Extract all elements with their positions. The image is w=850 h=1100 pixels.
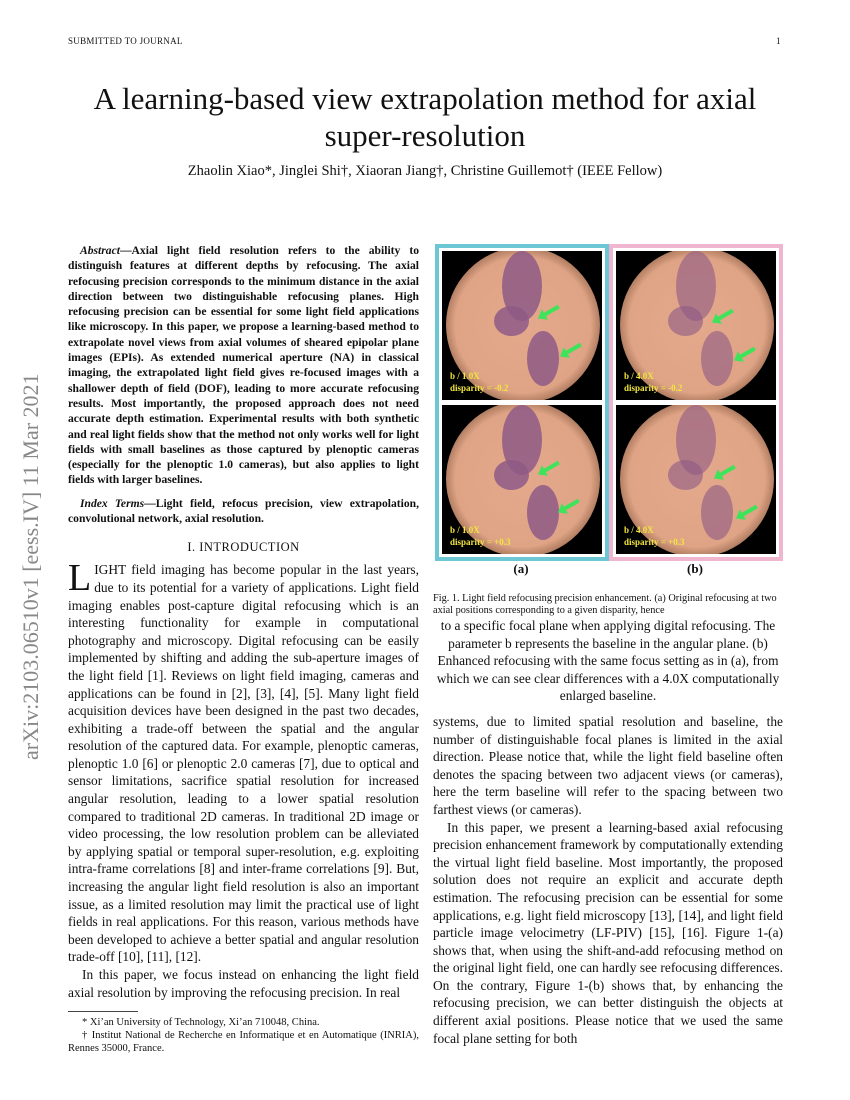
abstract-text: —Axial light field resolution refers to the ability to distinguish features at different depths by refocusing. The axial refocusing precision corresponds to the minimum distance in the axial direction between two distinguishable refocusing planes. High refocusing precision can be essential for some light field applications like microscopy. In this paper, we propose a learning-based method to extrapolate novel views from axial volumes of sheared epipolar plane images (EPIs). As extended numerical aperture (NA) in classical imaging, the extrapolated light field gives re-focused images with a shallower depth of field (DOF), leading to more accurate refocusing results. Most importantly, the proposed approach does not need accurate depth estimation. Experimental results with both synthetic and real light fields show that the method not only works well for light fields with small baselines as those captured by plenoptic cameras (especially for the plenoptic 1.0 cameras), but also applies to light fields with larger baselines. <box>68 244 419 487</box>
disparity-label: disparity = -0.2 <box>624 383 683 393</box>
abstract-label: Abstract <box>80 244 120 257</box>
footnotes <box>68 1016 419 1055</box>
right-paragraph-1: systems, due to limited spatial resolution and baseline, the number of distinguishable focal planes is limited in the axial direction. Please notice that, while the light field baseline often denotes the spacing between two adjacent views (or cameras), here the term baseline will refer to the spacing between two farthest views (or cameras). <box>433 713 783 817</box>
baseline-label: b / 1.0X <box>450 371 480 381</box>
abstract <box>68 243 419 526</box>
intro-paragraph-1: IGHT field imaging has become popular in the last years, due to its potential for a variety of applications. Light field imaging enables post-capture digital refocusing which is an interesting functionality for example in computational photography and microscopy. Digital refocusing can be easily implemented by shifting and adding the sub-aperture images of the light field [1]. Reviews on light field imaging, cameras and applications can be found in [2], [3], [4], [5]. Many light field acquisition devices have been designed in the past two decades, exhibiting a trade-off between the spatial and the angular resolution of the captured data. For example, plenoptic cameras, plenoptic 1.0 [6] or plenoptic 2.0 cameras [7], due to optical and sensor limitations, sacrifice spatial resolution for increased angular resolution, leading to a lower spatial resolution compared to traditional 2D cameras. In traditional 2D image or video processing, the low resolution problem can be alleviated by applying spatial or temporal super-resolution, e.g. exploiting intra-frame correlations [8] and inter-frame correlations [9]. But, increasing the angular light field resolution is also an important issue, as a limited resolution may limit the practical use of light fields in real applications. For this reason, various methods have been developed to achieve a better spatial and angular resolution trade-off [10], [11], [12]. <box>68 562 419 965</box>
footnote-rule <box>68 1011 138 1012</box>
figure-panel-a <box>435 244 609 561</box>
section-heading: I. INTRODUCTION <box>187 540 300 555</box>
disparity-label: disparity = +0.3 <box>624 537 685 547</box>
paper-title: A learning-based view extrapolation method for axial super-resolution <box>93 81 757 153</box>
right-paragraph-2: In this paper, we present a learning-based axial refocusing precision enhancement framework by computationally extending the virtual light field baseline. Most importantly, the proposed solution does not require an explicit and accurate depth estimation. The refocusing precision can be essential for some applications, e.g. light field microscopy [13], [14], and light field particle image velocimetry (LF-PIV) [15], [16]. Figure 1-(a) shows that, when using the shift-and-add refocusing method on the original light field, one can hardly see refocusing differences. On the contrary, Figure 1-(b) shows that, by enhancing the refocusing precision, we can better distinguish the objects at different axial positions. Please notice that we used the same focal plane setting for both <box>433 819 783 1046</box>
running-header: SUBMITTED TO JOURNAL <box>68 36 183 46</box>
microscopy-image <box>616 405 776 554</box>
subfigure-label-b: (b) <box>687 561 703 576</box>
microscopy-image <box>616 251 776 400</box>
arxiv-identifier: arXiv:2103.06510v1 [eess.IV] 11 Mar 2021 <box>18 373 43 760</box>
microscopy-image <box>442 251 602 400</box>
baseline-label: b / 1.0X <box>450 525 480 535</box>
subfigure-label-a: (a) <box>513 561 529 576</box>
figure-panel-b <box>609 244 783 561</box>
figure-caption-continued: to a specific focal plane when applying digital refocusing. The parameter b represents the baseline in the angular plane. (b) Enhanced refocusing with the same focus setting as in (a), from which we can see clear differences with a 4.0X computationally enlarged baseline. <box>436 618 780 704</box>
authors: Zhaolin Xiao*, Jinglei Shi†, Xiaoran Jiang†, Christine Guillemot† (IEEE Fellow) <box>187 163 663 179</box>
right-column <box>433 244 785 1047</box>
page-number: 1 <box>776 36 781 46</box>
disparity-label: disparity = -0.2 <box>450 383 509 393</box>
drop-cap: L <box>68 557 92 600</box>
intro-text <box>68 557 419 1001</box>
disparity-label: disparity = +0.3 <box>450 537 511 547</box>
figure <box>433 244 783 561</box>
index-terms-text: —Light field, refocus precision, view extrapolation, convolutional network, axial resolution. <box>68 496 419 526</box>
footnote: * Xi’an University of Technology, Xi’an 710048, China. <box>82 1017 320 1029</box>
baseline-label: b / 4.0X <box>624 371 654 381</box>
right-column-text <box>433 713 783 1047</box>
left-column <box>68 243 419 1055</box>
intro-paragraph-2: In this paper, we focus instead on enhancing the light field axial resolution by improving the refocusing precision. In real <box>68 967 419 1000</box>
baseline-label: b / 4.0X <box>624 525 654 535</box>
subfigure-labels <box>433 561 783 579</box>
footnote: † Institut National de Recherche en Informatique et en Automatique (INRIA), Rennes 35000, France. <box>68 1030 419 1055</box>
microscopy-image <box>442 405 602 554</box>
index-terms-label: Index Terms <box>80 496 145 510</box>
figure-caption: Fig. 1. Light field refocusing precision enhancement. (a) Original refocusing at two axial positions corresponding to a given disparity, hence <box>433 593 777 616</box>
